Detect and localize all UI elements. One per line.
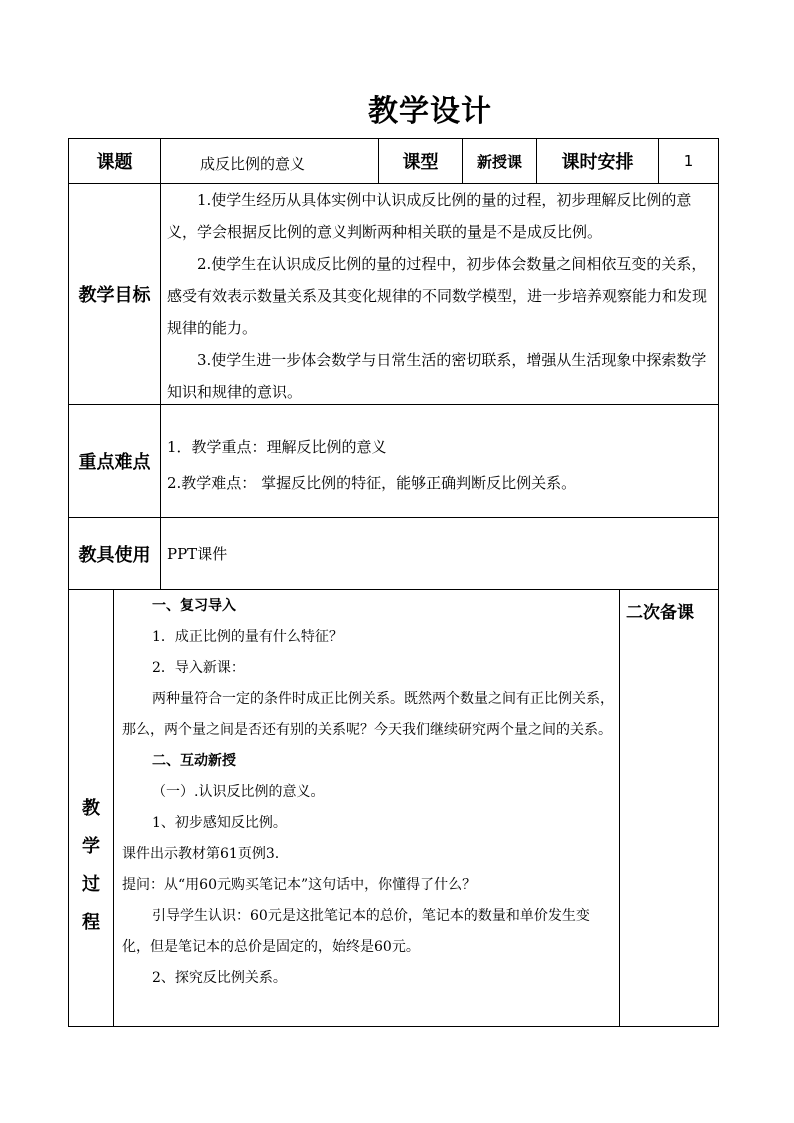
process-paragraph: 引导学生认识：60元是这批笔记本的总价，笔记本的数量和单价发生变化，但是笔记本的总价是固定的，始终是60元。 (122, 908, 590, 955)
process-line: 2、探究反比例关系。 (152, 970, 287, 986)
process-content (122, 591, 615, 1024)
section-heading: 一、复习导入 (152, 598, 236, 614)
process-label (69, 790, 113, 970)
process-paragraph: 两种量符合一定的条件时成正比例关系。既然两个数量之间有正比例关系，那么，两个量之间是否还有别的关系呢？今天我们继续研究两个量之间的关系。 (122, 691, 614, 738)
process-line: 提问：从“用60元购买笔记本”这句话中，你懂得了什么？ (122, 877, 477, 893)
hours-label: 课时安排 (561, 152, 634, 173)
hours-value: 1 (683, 152, 694, 170)
keypoint-item: 2.教学难点： 掌握反比例的特征，能够正确判断反比例关系。 (167, 474, 577, 492)
topic-value: 成反比例的意义 (200, 155, 306, 173)
process-label-char: 程 (82, 912, 100, 933)
type-label: 课型 (402, 152, 439, 173)
page-title: 教学设计 (368, 94, 492, 129)
goal-item: 3.使学生进一步体会数学与日常生活的密切联系，增强从生活现象中探索数学知识和规律的意识。 (167, 351, 707, 401)
process-line: 1、初步感知反比例。 (152, 815, 287, 831)
process-line: （一）.认识反比例的意义。 (152, 784, 325, 800)
section-heading: 二、互动新授 (152, 753, 236, 769)
process-line: 课件出示教材第61页例3. (122, 846, 280, 862)
goals-content (167, 184, 714, 404)
type-value: 新授课 (476, 152, 522, 171)
topic-label: 课题 (96, 152, 133, 173)
second-prep-label: 二次备课 (626, 603, 694, 623)
tools-label: 教具使用 (78, 544, 151, 566)
tools-value: PPT课件 (167, 545, 228, 563)
goals-label: 教学目标 (78, 285, 151, 306)
goal-item: 1.使学生经历从具体实例中认识成反比例的量的过程，初步理解反比例的意义，学会根据反比例的意义判断两种相关联的量是不是成反比例。 (167, 191, 692, 241)
process-line: 1．成正比例的量有什么特征？ (152, 629, 343, 645)
keypoints-content (167, 429, 714, 509)
keypoints-label: 重点难点 (78, 452, 151, 473)
process-label-char: 教 (82, 798, 100, 819)
process-label-char: 过 (82, 874, 100, 895)
process-line: 2．导入新课： (152, 660, 245, 676)
goal-item: 2.使学生在认识成反比例的量的过程中，初步体会数量之间相依互变的关系，感受有效表示数量关系及其变化规律的不同数学模型，进一步培养观察能力和发现规律的能力。 (167, 255, 708, 337)
keypoint-item: 1．教学重点：理解反比例的意义 (167, 438, 387, 456)
process-label-char: 学 (82, 836, 100, 857)
